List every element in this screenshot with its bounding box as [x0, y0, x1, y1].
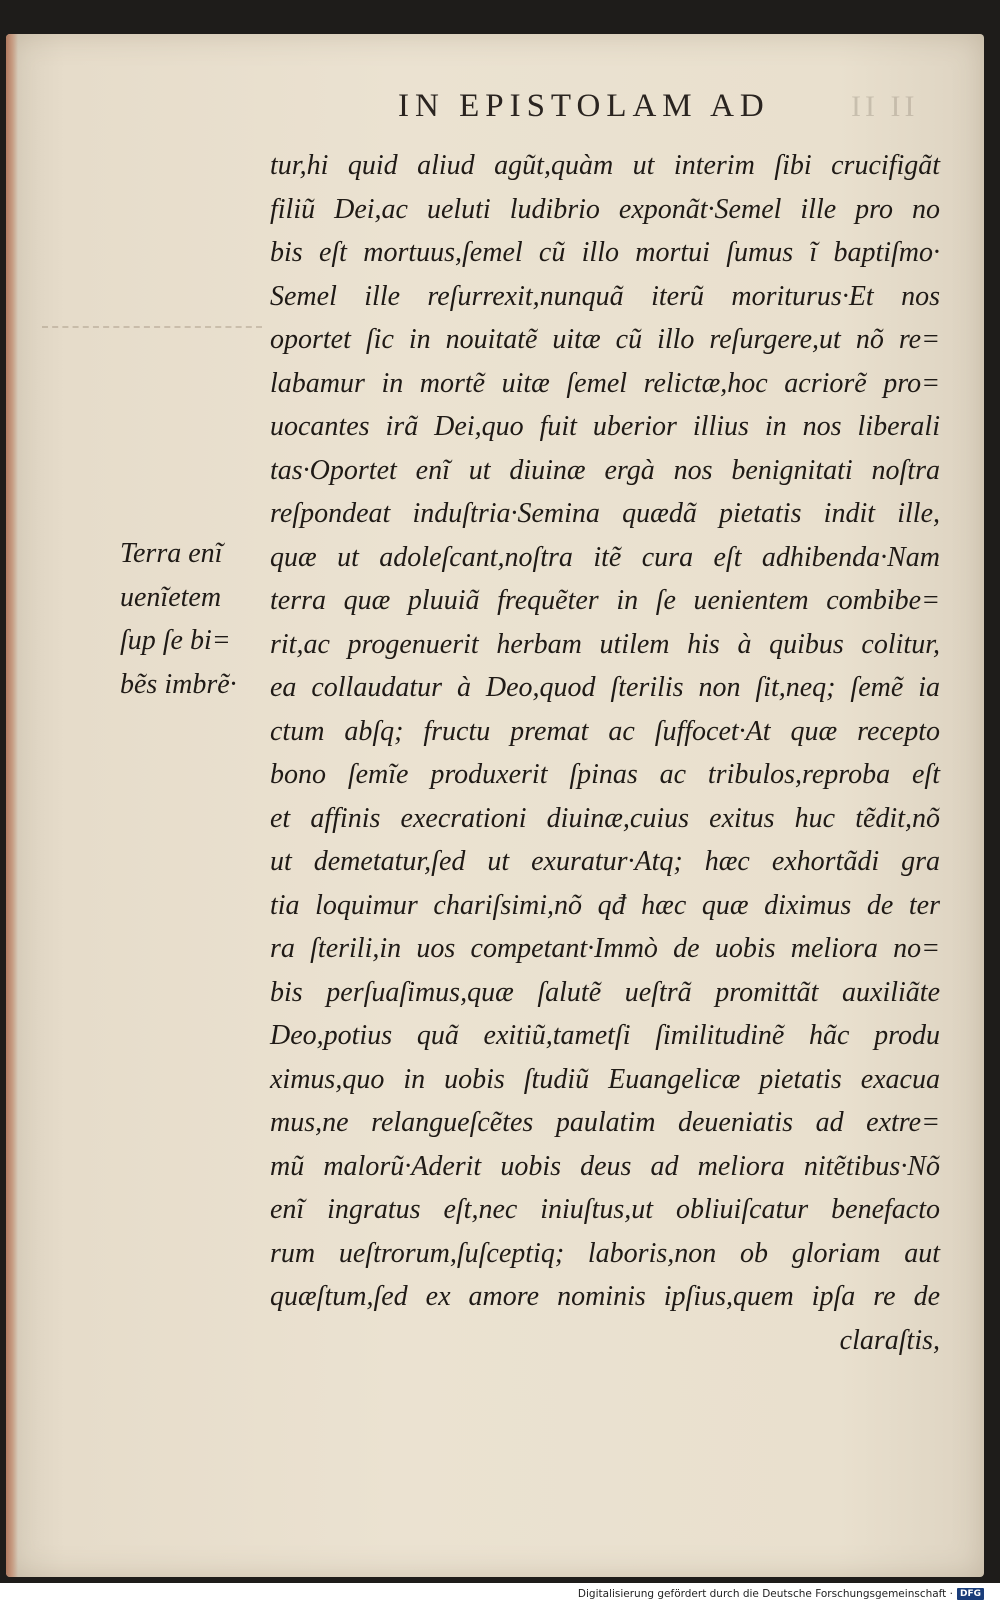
show-through-marks [42, 326, 262, 328]
text-line: bis perſuaſimus,quæ ſalutẽ ueſtrã promittãt auxiliãte [270, 976, 940, 1008]
text-line: ximus,quo in uobis ſtudiũ Euangelicæ pietatis exacua [270, 1063, 940, 1095]
text-line: reſpondeat induſtria·Semina quædã pietatis indit ille, [270, 498, 940, 529]
text-line: ut demetatur,ſed ut exuratur·Atq; hæc exhortãdi gra [270, 846, 940, 877]
catchword: claraſtis, [839, 1324, 940, 1356]
text-line: tur,hi quid aliud agũt,quàm ut interim ſibi crucifigãt [270, 150, 940, 181]
text-line: tia loquimur chariſsimi,nõ qđ hæc quæ diximus de ter [270, 889, 940, 921]
text-line: ea collaudatur à Deo,quod ſterilis non ſit,neq; ſemẽ ia [270, 672, 940, 703]
text-line: oportet ſic in nouitatẽ uitæ cũ illo reſurgere,ut nõ re= [270, 324, 940, 355]
text-line: quæ ut adoleſcant,noſtra itẽ cura eſt adhibenda·Nam [270, 541, 940, 573]
body-text [270, 144, 940, 1362]
show-through-glyphs: II II [851, 90, 919, 123]
text-line: ra ſterili,in uos competant·Immò de uobis meliora no= [270, 933, 940, 964]
text-line: bis eſt mortuus,ſemel cũ illo mortui ſumus ĩ baptiſmo· [270, 237, 940, 268]
text-line: et affinis execrationi diuinæ,cuius exitus huc tẽdit,nõ [270, 802, 940, 834]
text-line: quæſtum,ſed ex amore nominis ipſius,quem ipſa re de [270, 1281, 940, 1312]
digitization-credit [0, 1588, 984, 1600]
text-line: enĩ ingratus eſt,nec iniuſtus,ut obliuiſcatur benefacto [270, 1194, 940, 1225]
text-line: rum ueſtrorum,ſuſceptiq; laboris,non ob gloriam aut [270, 1237, 940, 1269]
text-line: filiũ Dei,ac ueluti ludibrio exponãt·Semel ille pro no [270, 193, 940, 225]
marginal-line: ſup ſe bi= [120, 625, 231, 656]
marginal-line: Terra enĩ [120, 538, 223, 569]
text-line: ctum abſq; fructu premat ac ſuffocet·At quæ recepto [270, 715, 940, 747]
text-line: mus,ne relangueſcẽtes paulatim deueniatis ad extre= [270, 1107, 940, 1138]
marginal-note [120, 532, 270, 706]
text-line: terra quæ pluuiã frequẽter in ſe uenientem combibe= [270, 585, 940, 616]
text-line: labamur in mortẽ uitæ ſemel relictæ,hoc acriorẽ pro= [270, 367, 940, 399]
text-line: uocantes irã Dei,quo fuit uberior illius in nos liberali [270, 411, 940, 442]
page-edge [6, 34, 18, 1577]
text-line: mũ malorũ·Aderit uobis deus ad meliora nitẽtibus·Nõ [270, 1150, 940, 1182]
marginal-line: bẽs imbrẽ· [120, 668, 237, 700]
text-line: tas·Oportet enĩ ut diuinæ ergà nos benignitati noſtra [270, 454, 940, 486]
text-line: Deo,potius quã exitiũ,tametſi ſimilitudinẽ hãc produ [270, 1020, 940, 1051]
text-line: rit,ac progenuerit herbam utilem his à quibus colitur, [270, 628, 940, 660]
running-head: IN EPISTOLAM AD [398, 88, 770, 124]
marginal-line: uenĩetem [120, 581, 222, 613]
text-line: bono ſemĩe produxerit ſpinas ac tribulos,reproba eſt [270, 759, 940, 790]
dfg-logo: DFG [957, 1588, 984, 1600]
text-line: Semel ille reſurrexit,nunquã iterũ moriturus·Et nos [270, 280, 940, 312]
credit-text: Digitalisierung gefördert durch die Deutsche Forschungsgemeinschaft · [577, 1588, 953, 1600]
book-page [6, 34, 984, 1577]
